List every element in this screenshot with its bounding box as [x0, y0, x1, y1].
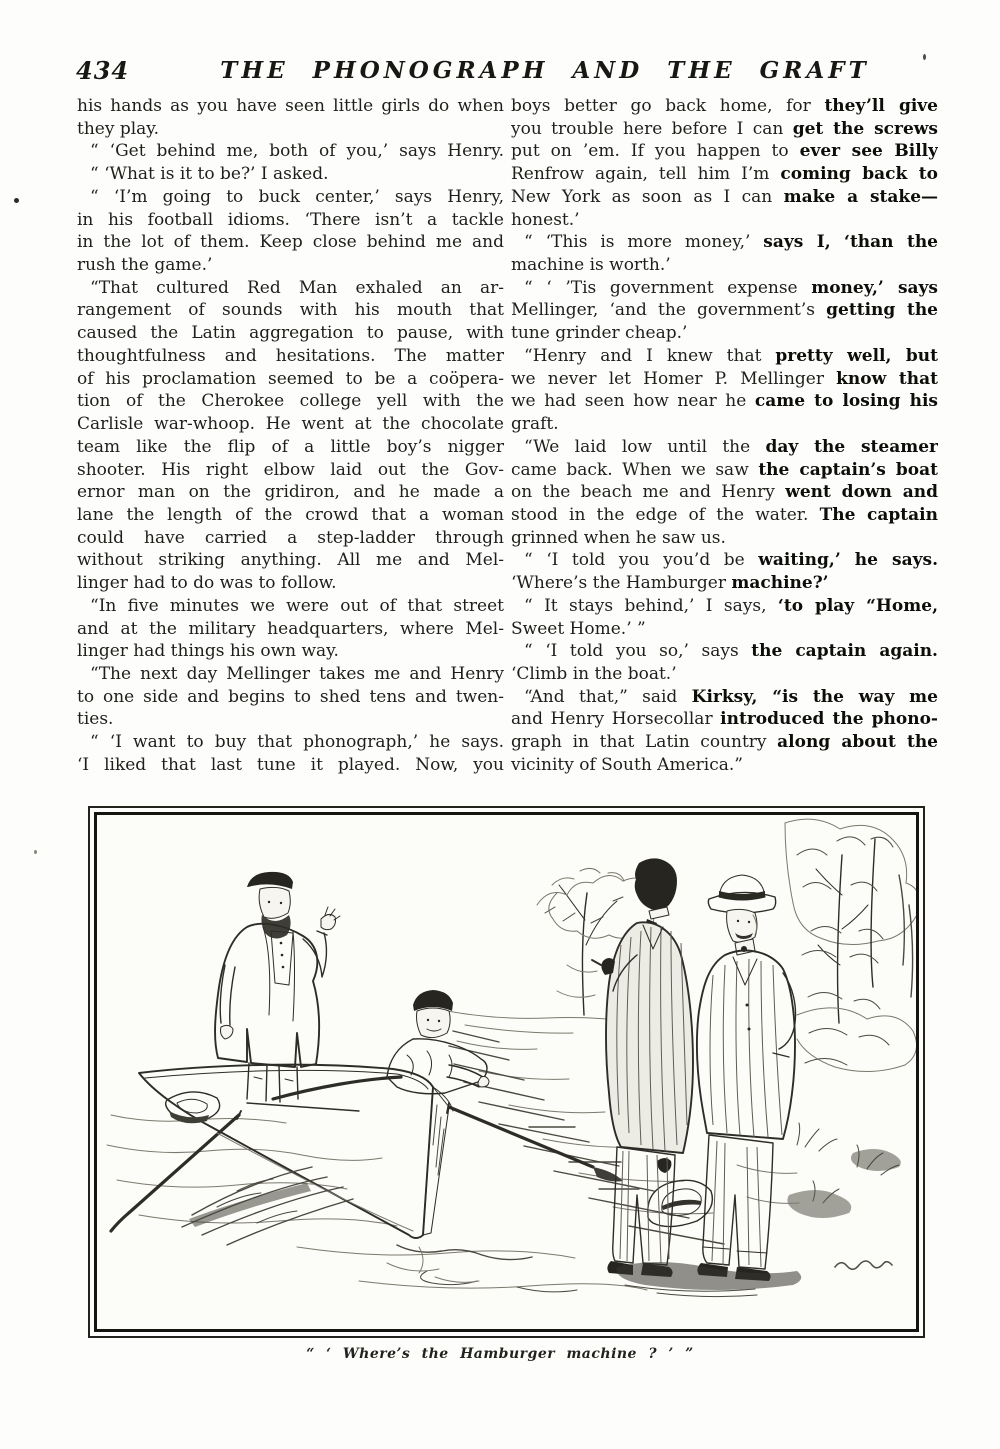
text-line: thoughtfulness and hesitations. The matter	[77, 345, 504, 366]
text-line: stood in the edge of the water. The captain	[511, 504, 938, 525]
text-line: ‘Where’s the Hamburger machine?’	[511, 573, 829, 594]
text-line: we never let Homer P. Mellinger know that	[511, 368, 938, 389]
text-line: rangement of sounds with his mouth that	[77, 300, 504, 321]
text-line: “In five minutes we were out of that street	[90, 595, 504, 616]
text-line: “That cultured Red Man exhaled an ar-	[90, 277, 504, 298]
text-line: team like the flip of a little boy’s nigger	[77, 436, 504, 457]
page-title: THE PHONOGRAPH AND THE GRAFT	[220, 57, 870, 84]
page-number: 434	[76, 56, 130, 85]
text-line: “And that,” said Kirksy, “is the way me	[524, 686, 938, 707]
scan-speck	[14, 198, 19, 203]
text-line: tune grinder cheap.’	[511, 323, 688, 344]
text-line: linger had things his own way.	[77, 641, 339, 662]
text-line: “Henry and I knew that pretty well, but	[524, 345, 938, 366]
text-line: in his football idioms. ‘There isn’t a tackle	[77, 209, 504, 230]
henry-figure	[592, 858, 712, 1277]
left-column	[77, 95, 504, 777]
right-column	[511, 95, 938, 777]
illustration-frame	[88, 806, 925, 1338]
text-line: “ ‘ ’Tis government expense money,’ says	[524, 277, 938, 298]
text-line: shooter. His right elbow laid out the Gov-	[77, 459, 504, 480]
text-line: “ ‘I want to buy that phonograph,’ he says.	[90, 732, 504, 753]
text-line: his hands as you have seen little girls do when	[77, 96, 504, 116]
text-line: they play.	[77, 118, 160, 139]
text-line: to one side and begins to shed tens and twen-	[77, 686, 504, 707]
kirksy-figure	[697, 875, 796, 1281]
text-line: boys better go back home, for they’ll give	[511, 96, 938, 116]
text-line: you trouble here before I can get the screws	[511, 118, 938, 139]
text-line: caused the Latin aggregation to pause, with	[77, 323, 504, 344]
scan-speck	[923, 54, 926, 60]
text-line: “The next day Mellinger takes me and Henry	[90, 663, 504, 684]
text-line: in the lot of them. Keep close behind me and	[77, 232, 504, 253]
scan-speck	[34, 850, 37, 854]
text-line: ‘Climb in the boat.’	[511, 663, 677, 684]
text-line: and Henry Horsecollar introduced the phono-	[511, 709, 938, 730]
right-trees	[785, 819, 916, 1071]
text-line: “ ‘Get behind me, both of you,’ says Henry.	[90, 141, 504, 162]
illustration-boat-scene	[97, 815, 916, 1329]
captain-figure	[215, 872, 340, 1102]
text-line: “ ‘I told you you’d be waiting,’ he says.	[524, 550, 938, 571]
rowboat	[111, 1065, 623, 1273]
text-line: without striking anything. All me and Mel-	[77, 550, 504, 571]
text-line: “We laid low until the day the steamer	[524, 436, 938, 457]
oarsman-figure	[387, 990, 489, 1094]
text-line: on the beach me and Henry went down and	[511, 482, 938, 503]
text-line: machine is worth.’	[511, 255, 671, 276]
illustration-border	[94, 812, 919, 1332]
text-line: came back. When we saw the captain’s boat	[511, 459, 938, 480]
text-line: New York as soon as I can make a stake—	[511, 186, 938, 207]
text-line: vicinity of South America.”	[511, 754, 743, 775]
illustration-caption: “ ‘ Where’s the Hamburger machine ? ’ ”	[306, 1346, 694, 1362]
text-line: graph in that Latin country along about the	[511, 732, 938, 753]
text-line: Renfrow again, tell him I’m coming back to	[511, 164, 938, 185]
text-line: “ ‘I told you so,’ says the captain again.	[524, 641, 938, 662]
text-line: of his proclamation seemed to be a coöpera-	[77, 368, 504, 389]
text-line: “ ‘I’m going to buck center,’ says Henry,	[90, 186, 504, 207]
text-line: honest.’	[511, 209, 580, 230]
text-line: put on ’em. If you happen to ever see Billy	[511, 141, 938, 162]
text-line: ernor man on the gridiron, and he made a	[77, 482, 504, 503]
text-line: Sweet Home.’ ”	[511, 618, 646, 639]
text-line: and at the military headquarters, where Mel-	[77, 618, 504, 639]
text-line: tion of the Cherokee college yell with the	[77, 391, 504, 412]
text-line: we had seen how near he came to losing his	[511, 391, 938, 412]
foreground-reeds	[182, 1167, 353, 1245]
text-line: linger had to do was to follow.	[77, 573, 337, 594]
text-line: graft.	[511, 414, 559, 435]
text-line: lane the length of the crowd that a woman	[77, 504, 504, 525]
text-line: “ ‘This is more money,’ says I, ‘than the	[524, 232, 938, 253]
text-line: rush the game.’	[77, 255, 213, 276]
text-line: Carlisle war-whoop. He went at the chocolate	[77, 414, 504, 435]
text-line: Mellinger, ‘and the government’s getting the	[511, 300, 938, 321]
artist-signature	[835, 1261, 892, 1269]
text-line: ‘I liked that last tune it played. Now, you	[77, 754, 504, 775]
text-line: ties.	[77, 709, 114, 730]
text-line: could have carried a step-ladder through	[77, 527, 504, 548]
text-line: “ ‘What is it to be?’ I asked.	[90, 164, 329, 185]
text-line: grinned when he saw us.	[511, 527, 726, 548]
text-line: “ It stays behind,’ I says, ‘to play “Home,	[524, 595, 938, 616]
